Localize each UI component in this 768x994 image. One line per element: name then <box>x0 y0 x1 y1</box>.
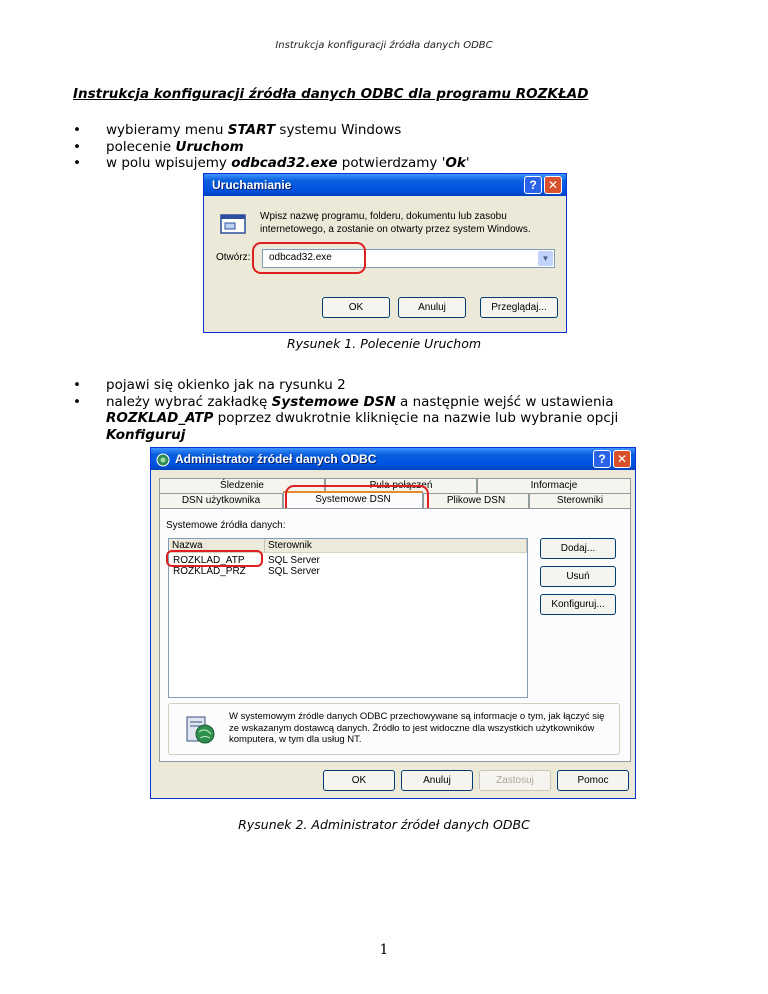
row-2-name[interactable]: ROZKLAD_PRZ <box>173 566 246 577</box>
step-item: • polecenie Uruchom <box>73 139 693 156</box>
row-2-driver[interactable]: SQL Server <box>268 566 320 577</box>
tab-sledzenie[interactable]: Śledzenie <box>159 478 325 493</box>
column-header-name[interactable]: Nazwa <box>169 539 265 553</box>
help-button[interactable]: ? <box>524 176 542 194</box>
remove-button[interactable]: Usuń <box>540 566 616 587</box>
figure-caption-2: Rysunek 2. Administrator źródeł danych ODBC <box>238 817 530 832</box>
odbc-dialog-title: Administrator źródeł danych ODBC <box>175 452 377 466</box>
tab-pula-polaczen[interactable]: Pula połączeń <box>325 478 477 493</box>
highlight-ring <box>252 242 366 274</box>
open-label: Otwórz: <box>216 252 251 263</box>
dsn-list[interactable] <box>168 538 528 698</box>
open-input[interactable]: odbcad32.exe <box>269 252 332 263</box>
odbc-dialog-titlebar[interactable] <box>151 448 635 470</box>
page-header: Instrukcja konfiguracji źródła danych ODBC <box>275 40 493 51</box>
run-icon <box>218 210 248 238</box>
cancel-button[interactable]: Anuluj <box>401 770 473 791</box>
tab-plikowe-dsn[interactable]: Plikowe DSN <box>423 493 529 508</box>
list-label: Systemowe źródła danych: <box>166 520 286 531</box>
tab-informacje[interactable]: Informacje <box>477 478 631 493</box>
configure-button[interactable]: Konfiguruj... <box>540 594 616 615</box>
run-dialog <box>203 173 567 333</box>
run-dialog-title: Uruchamianie <box>212 178 292 192</box>
odbc-app-icon <box>156 452 170 466</box>
tab-dsn-uzytkownika[interactable]: DSN użytkownika <box>159 493 283 508</box>
help-button-footer[interactable]: Pomoc <box>557 770 629 791</box>
info-groupbox <box>168 703 620 755</box>
steps-list-1 <box>73 122 693 172</box>
tab-systemowe-dsn[interactable]: Systemowe DSN <box>283 491 423 510</box>
chevron-down-icon[interactable]: ▼ <box>538 251 553 266</box>
figure-caption-1: Rysunek 1. Polecenie Uruchom <box>286 336 482 351</box>
column-header-driver[interactable]: Sterownik <box>265 539 527 553</box>
odbc-admin-dialog <box>150 447 636 799</box>
close-button[interactable]: ✕ <box>544 176 562 194</box>
ok-button[interactable]: OK <box>323 770 395 791</box>
step-item: • w polu wpisujemy odbcad32.exe potwierdzamy 'Ok' <box>73 155 693 172</box>
ok-button[interactable]: OK <box>322 297 390 318</box>
document-title: Instrukcja konfiguracji źródła danych ODBC dla programu ROZKŁAD <box>73 86 589 102</box>
page-number: 1 <box>379 942 389 958</box>
add-button[interactable]: Dodaj... <box>540 538 616 559</box>
cancel-button[interactable]: Anuluj <box>398 297 466 318</box>
highlight-ring <box>166 550 263 567</box>
run-description: Wpisz nazwę programu, folderu, dokumentu lub zasobu internetowego, a zostanie on otwarty przez system Windows. <box>260 211 531 235</box>
browse-button[interactable]: Przeglądaj... <box>480 297 558 318</box>
apply-button[interactable]: Zastosuj <box>479 770 551 791</box>
steps-list-2 <box>73 377 673 443</box>
database-globe-icon <box>185 714 217 746</box>
step-item: • należy wybrać zakładkę Systemowe DSN a następnie wejść w ustawienia ROZKLAD_ATP poprzez dwukrotnie kliknięcie na nazwie lub wybranie opcji Konfiguruj <box>73 394 673 444</box>
tab-panel <box>159 508 631 762</box>
step-item: • wybieramy menu START systemu Windows <box>73 122 693 139</box>
help-button[interactable]: ? <box>593 450 611 468</box>
tab-sterowniki[interactable]: Sterowniki <box>529 493 631 508</box>
step-item: • pojawi się okienko jak na rysunku 2 <box>73 377 673 394</box>
row-1-name[interactable]: ROZKLAD_ATP <box>173 555 245 566</box>
info-text: W systemowym źródle danych ODBC przechowywane są informacje o tym, jak łączyć się ze wskazanym dostawcą danych. Źródło to jest widoczne dla wszystkich użytkowników komputera, w tym dla usług NT. <box>229 711 605 745</box>
row-1-driver[interactable]: SQL Server <box>268 555 320 566</box>
run-dialog-titlebar[interactable] <box>204 174 566 196</box>
close-button[interactable]: ✕ <box>613 450 631 468</box>
